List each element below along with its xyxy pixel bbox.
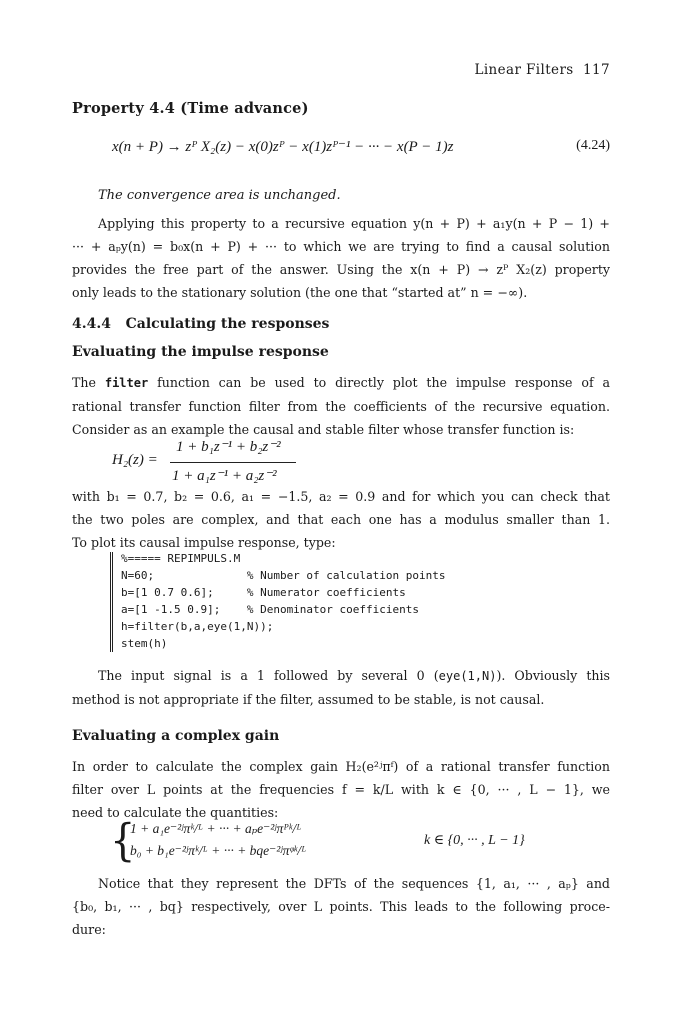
convergence-note: The convergence area is unchanged.	[98, 188, 341, 203]
text-line: Consider as an example the causal and stable filter whose transfer function is:	[72, 422, 575, 437]
code-line: %===== REPIMPULS.M	[121, 552, 241, 565]
paragraph-dft	[72, 872, 610, 941]
section-number: 4.4.4	[72, 316, 111, 332]
paragraph-coefficients	[72, 485, 610, 554]
text-line: Applying this property to a recursive equation y(n + P) + a₁y(n + P − 1) +	[98, 216, 610, 231]
text-fragment: function can be used to directly plot the impulse response of a	[148, 375, 610, 390]
text-fragment: The input signal is a 1 followed by several 0 (	[98, 668, 439, 683]
transfer-numerator: 1 + b₁z⁻¹ + b₂z⁻²	[176, 439, 281, 455]
fraction-bar	[170, 462, 296, 463]
text-line: To plot its causal impulse response, type:	[72, 535, 336, 550]
text-line	[72, 664, 610, 688]
text-line: the two poles are complex, and that each one has a modulus smaller than 1.	[72, 512, 610, 527]
page-number: 117	[583, 62, 610, 78]
quantity-row-numerator: b₀ + b₁e⁻²ʲπᵏ/ᴸ + ··· + bqe⁻²ʲπᵠᵏ/ᴸ	[130, 843, 307, 858]
code-keyword: filter	[104, 376, 149, 390]
code-line: stem(h)	[121, 637, 168, 650]
section-title: Calculating the responses	[125, 316, 330, 332]
text-line: dure:	[72, 922, 106, 937]
text-line	[72, 371, 610, 395]
index-condition: k ∈ {0, ··· , L − 1}	[424, 833, 525, 848]
paragraph-complex-gain	[72, 755, 610, 824]
subsection-complex-gain-heading: Evaluating a complex gain	[72, 728, 280, 744]
paragraph-input-signal	[72, 664, 610, 711]
text-line: filter over L points at the frequencies f = k/L with k ∈ {0, ··· , L − 1}, we	[72, 782, 610, 797]
transfer-denominator: 1 + a₁z⁻¹ + a₂z⁻²	[172, 468, 277, 484]
code-line: N=60; % Number of calculation points	[121, 569, 446, 582]
text-fragment: The	[72, 375, 105, 390]
time-advance-equation: x(n + P) → zᴾ X₂(z) − x(0)zᴾ − x(1)zᴾ⁻¹ − ··· − x(P − 1)z	[112, 139, 454, 155]
section-heading	[72, 316, 329, 332]
text-line: ··· + aₚy(n) = b₀x(n + P) + ··· to which we are trying to find a causal solution	[72, 239, 610, 254]
text-line: {b₀, b₁, ··· , bq} respectively, over L points. This leads to the following proce-	[72, 899, 610, 914]
running-header	[474, 62, 610, 78]
code-listing	[110, 552, 589, 652]
transfer-lhs: H₂(z) =	[112, 452, 158, 468]
text-line: with b₁ = 0.7, b₂ = 0.6, a₁ = −1.5, a₂ = 0.9 and for which you can check that	[72, 489, 610, 504]
paragraph-filter-function	[72, 371, 610, 441]
code-line: b=[1 0.7 0.6]; % Numerator coefficients	[121, 586, 406, 599]
text-line: provides the free part of the answer. Using the x(n + P) → zᴾ X₂(z) property	[72, 262, 610, 277]
text-fragment: ). Obviously this	[496, 668, 610, 683]
subsection-impulse-heading: Evaluating the impulse response	[72, 344, 329, 360]
equation-number: (4.24)	[576, 138, 610, 153]
text-line: In order to calculate the complex gain H₂(e²ʲπᶠ) of a rational transfer function	[72, 759, 610, 774]
text-line: method is not appropriate if the filter, assumed to be stable, is not causal.	[72, 692, 545, 707]
inline-code: eye(1,N)	[438, 669, 497, 683]
text-line: only leads to the stationary solution (the one that “started at” n = −∞).	[72, 285, 528, 300]
text-line: need to calculate the quantities:	[72, 805, 279, 820]
quantity-row-denominator: 1 + a₁e⁻²ʲπᵏ/ᴸ + ··· + aₚe⁻²ʲπᴾᵏ/ᴸ	[130, 821, 302, 836]
code-line: a=[1 -1.5 0.9]; % Denominator coefficients	[121, 603, 420, 616]
code-line: h=filter(b,a,eye(1,N));	[121, 620, 274, 633]
running-title: Linear Filters	[474, 62, 574, 78]
text-line: rational transfer function filter from the coefficients of the recursive equation.	[72, 399, 610, 414]
left-brace: {	[110, 815, 136, 867]
text-line: Notice that they represent the DFTs of the sequences {1, a₁, ··· , aₚ} and	[98, 876, 610, 891]
property-heading: Property 4.4 (Time advance)	[72, 100, 309, 117]
paragraph-recursive-equation	[72, 212, 610, 304]
